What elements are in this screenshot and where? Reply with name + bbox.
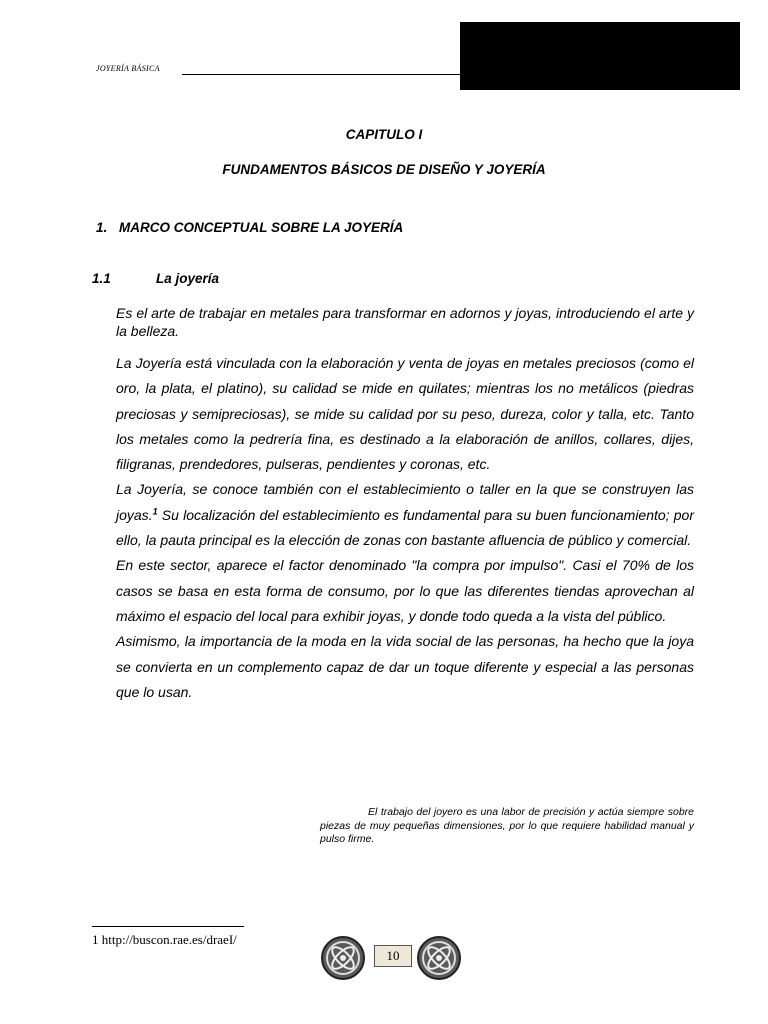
paragraph-impulse: En este sector, aparece el factor denominado "la compra por impulso". Casi el 70% de los casos se basa en esta forma de consumo, por lo que las diferentes tiendas aprovechan al máximo el espacio del local para exhibir joyas, y donde todo queda a la vista del público.	[116, 557, 694, 624]
section-title: MARCO CONCEPTUAL SOBRE LA JOYERÍA	[119, 220, 404, 235]
paragraph-metals: La Joyería está vinculada con la elaboración y venta de joyas en metales preciosos (como el oro, la plata, el platino), su calidad se mide en quilates; mientras los no metálicos (piedras preciosas y semipreciosas), se mide su calidad por su peso, dureza, color y talla, etc. Tanto los metales como la pedrería fina, es destinado a la elaboración de anillos, collares, dijes, filigranas, prendedores, pulseras, pendientes y coronas, etc.	[116, 355, 694, 473]
section-number: 1.	[96, 220, 108, 235]
page-number: 10	[374, 945, 412, 967]
footnote-ref[interactable]: 1	[152, 506, 158, 517]
footnote-rule	[92, 926, 244, 927]
body-text	[116, 351, 694, 705]
paragraph-workshop	[116, 477, 694, 553]
subsection-number: 1.1	[92, 271, 111, 286]
chapter-label: CAPITULO I	[345, 127, 423, 142]
paragraph-fashion: Asimismo, la importancia de la moda en la vida social de las personas, ha hecho que la joya se convierta en un complemento capaz de dar un toque diferente y especial a las personas que lo usan.	[116, 633, 694, 700]
ornament-left-icon	[320, 935, 366, 981]
running-header: JOYERÍA BÁSICA	[96, 64, 160, 73]
paragraph-definition: Es el arte de trabajar en metales para transformar en adornos y joyas, introduciendo el arte y la belleza.	[116, 305, 694, 339]
header-black-block	[460, 22, 740, 90]
ornament-right-icon	[416, 935, 462, 981]
subsection-title: La joyería	[156, 271, 220, 286]
header-rule	[182, 74, 460, 75]
chapter-title: FUNDAMENTOS BÁSICOS DE DISEÑO Y JOYERÍA	[222, 162, 546, 177]
paragraph-workshop-b: Su localización del establecimiento es fundamental para su buen funcionamiento; por ello, la pauta principal es la elección de zonas con bastante afluencia de público y comercial.	[116, 506, 694, 549]
pull-quote: El trabajo del joyero es una labor de precisión y actúa siempre sobre piezas de muy pequeñas dimensiones, por lo que requiere habilidad manual y pulso firme.	[320, 806, 694, 845]
footnote-link[interactable]: 1 http://buscon.rae.es/draeI/	[92, 932, 237, 947]
paragraph-workshop-a: La Joyería, se conoce también con el establecimiento o taller en la que se construyen las joyas.	[116, 481, 694, 523]
